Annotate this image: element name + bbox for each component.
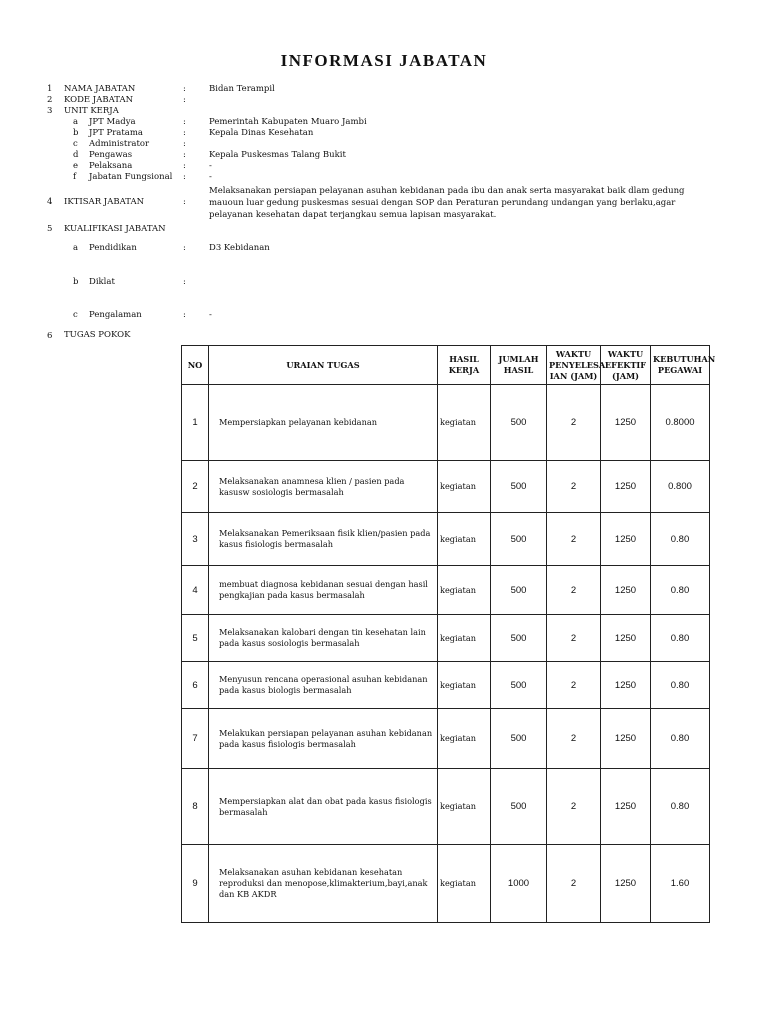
subfield-label-pengalaman: Pengalaman xyxy=(89,310,142,320)
cell-no: 2 xyxy=(182,461,209,513)
field-number: 3 xyxy=(47,106,53,116)
table-row xyxy=(182,709,710,769)
subfield-letter: c xyxy=(73,310,78,320)
cell-waktu-penyelesaian: 2 xyxy=(547,566,601,615)
subfield-value-jpt-pratama: Kepala Dinas Kesehatan xyxy=(209,128,314,138)
cell-uraian: Melakukan persiapan pelayanan asuhan kebidanan pada kasus fisiologis bermasalah xyxy=(209,709,438,769)
header-waktu-penyelesaian: WAKTU PENYELESA IAN (JAM) xyxy=(547,346,601,385)
field-label-kode-jabatan: KODE JABATAN xyxy=(64,95,134,105)
field-label-nama-jabatan: NAMA JABATAN xyxy=(64,84,136,94)
cell-no: 5 xyxy=(182,615,209,662)
table-row xyxy=(182,845,710,923)
header-uraian-tugas: URAIAN TUGAS xyxy=(209,346,438,385)
subfield-label-jabatan-fungsional: Jabatan Fungsional xyxy=(89,172,173,182)
cell-waktu-efektif: 1250 xyxy=(601,461,651,513)
field-label-unit-kerja: UNIT KERJA xyxy=(64,106,119,116)
cell-jumlah-hasil: 500 xyxy=(491,385,547,461)
cell-uraian: Melaksanakan anamnesa klien / pasien pada kasusw sosiologis bermasalah xyxy=(209,461,438,513)
subfield-label-administrator: Administrator xyxy=(89,139,150,149)
cell-kebutuhan-pegawai: 1.60 xyxy=(651,845,710,923)
cell-hasil-kerja: kegiatan xyxy=(438,513,491,566)
cell-hasil-kerja: kegiatan xyxy=(438,662,491,709)
cell-no: 3 xyxy=(182,513,209,566)
field-separator: : xyxy=(183,128,186,138)
subfield-letter: b xyxy=(73,277,79,287)
cell-jumlah-hasil: 500 xyxy=(491,566,547,615)
subfield-label-pengawas: Pengawas xyxy=(89,150,133,160)
table-row xyxy=(182,662,710,709)
cell-no: 8 xyxy=(182,769,209,845)
table-row xyxy=(182,385,710,461)
cell-kebutuhan-pegawai: 0.80 xyxy=(651,662,710,709)
cell-waktu-penyelesaian: 2 xyxy=(547,662,601,709)
cell-waktu-efektif: 1250 xyxy=(601,769,651,845)
cell-waktu-penyelesaian: 2 xyxy=(547,709,601,769)
cell-no: 1 xyxy=(182,385,209,461)
field-separator: : xyxy=(183,243,186,253)
cell-kebutuhan-pegawai: 0.80 xyxy=(651,709,710,769)
table-row xyxy=(182,566,710,615)
cell-jumlah-hasil: 500 xyxy=(491,513,547,566)
subfield-letter: b xyxy=(73,128,79,138)
cell-hasil-kerja: kegiatan xyxy=(438,769,491,845)
subfield-value-pendidikan: D3 Kebidanan xyxy=(209,243,270,253)
subfield-letter: e xyxy=(73,161,79,171)
cell-waktu-efektif: 1250 xyxy=(601,662,651,709)
subfield-letter: f xyxy=(73,172,77,182)
table-row xyxy=(182,461,710,513)
cell-no: 6 xyxy=(182,662,209,709)
field-separator: : xyxy=(183,117,186,127)
field-separator: : xyxy=(183,161,186,171)
subfield-label-pendidikan: Pendidikan xyxy=(89,243,137,253)
subfield-letter: a xyxy=(73,243,79,253)
header-no: NO xyxy=(182,346,209,385)
cell-waktu-efektif: 1250 xyxy=(601,385,651,461)
field-label-kualifikasi-jabatan: KUALIFIKASI JABATAN xyxy=(64,224,166,234)
cell-waktu-penyelesaian: 2 xyxy=(547,845,601,923)
cell-no: 7 xyxy=(182,709,209,769)
field-number: 6 xyxy=(47,331,53,341)
cell-uraian: Menyusun rencana operasional asuhan kebidanan pada kasus biologis bermasalah xyxy=(209,662,438,709)
cell-waktu-penyelesaian: 2 xyxy=(547,513,601,566)
cell-hasil-kerja: kegiatan xyxy=(438,615,491,662)
table-row xyxy=(182,513,710,566)
field-separator: : xyxy=(183,172,186,182)
cell-hasil-kerja: kegiatan xyxy=(438,709,491,769)
header-waktu-efektif: WAKTU EFEKTIF (JAM) xyxy=(601,346,651,385)
cell-kebutuhan-pegawai: 0.80 xyxy=(651,615,710,662)
subfield-label-diklat: Diklat xyxy=(89,277,115,287)
cell-waktu-penyelesaian: 2 xyxy=(547,385,601,461)
page-title: INFORMASI JABATAN xyxy=(280,51,488,70)
cell-uraian: Mempersiapkan pelayanan kebidanan xyxy=(209,385,438,461)
cell-kebutuhan-pegawai: 0.80 xyxy=(651,566,710,615)
field-separator: : xyxy=(183,139,186,149)
header-hasil-kerja: HASIL KERJA xyxy=(438,346,491,385)
subfield-value-pengawas: Kepala Puskesmas Talang Bukit xyxy=(209,150,346,160)
cell-jumlah-hasil: 500 xyxy=(491,769,547,845)
cell-kebutuhan-pegawai: 0.800 xyxy=(651,461,710,513)
subfield-value-pengalaman: - xyxy=(209,310,212,320)
cell-waktu-efektif: 1250 xyxy=(601,709,651,769)
cell-uraian: Melaksanakan Pemeriksaan fisik klien/pasien pada kasus fisiologis bermasalah xyxy=(209,513,438,566)
cell-kebutuhan-pegawai: 0.80 xyxy=(651,769,710,845)
cell-jumlah-hasil: 500 xyxy=(491,461,547,513)
cell-no: 4 xyxy=(182,566,209,615)
cell-hasil-kerja: kegiatan xyxy=(438,385,491,461)
subfield-label-jpt-madya: JPT Madya xyxy=(89,117,136,127)
field-separator: : xyxy=(183,310,186,320)
header-jumlah-hasil: JUMLAH HASIL xyxy=(491,346,547,385)
field-separator: : xyxy=(183,84,186,94)
field-separator: : xyxy=(183,197,186,207)
cell-hasil-kerja: kegiatan xyxy=(438,461,491,513)
cell-jumlah-hasil: 500 xyxy=(491,615,547,662)
table-row xyxy=(182,769,710,845)
cell-hasil-kerja: kegiatan xyxy=(438,845,491,923)
cell-waktu-efektif: 1250 xyxy=(601,566,651,615)
cell-uraian: Melaksanakan kalobari dengan tin kesehatan lain pada kasus sosiologis bermasalah xyxy=(209,615,438,662)
subfield-label-jpt-pratama: JPT Pratama xyxy=(89,128,143,138)
field-label-iktisar-jabatan: IKTISAR JABATAN xyxy=(64,197,145,207)
field-number: 4 xyxy=(47,197,53,207)
field-separator: : xyxy=(183,150,186,160)
iktisar-text: Melaksanakan persiapan pelayanan asuhan kebidanan pada ibu dan anak serta masyarakat baik dlam gedung mauoun luar gedung puskesmas sesuai dengan SOP dan Peraturan perundang undangan yang berlaku,agar pelayanan kesehatan dapat terjangkau semua lapisan masyarakat. xyxy=(209,186,685,220)
tugas-pokok-table xyxy=(181,345,716,923)
cell-kebutuhan-pegawai: 0.80 xyxy=(651,513,710,566)
field-separator: : xyxy=(183,277,186,287)
table-row xyxy=(182,615,710,662)
cell-kebutuhan-pegawai: 0.8000 xyxy=(651,385,710,461)
subfield-letter: d xyxy=(73,150,79,160)
subfield-value-jpt-madya: Pemerintah Kabupaten Muaro Jambi xyxy=(209,117,367,127)
cell-waktu-efektif: 1250 xyxy=(601,615,651,662)
field-separator: : xyxy=(183,95,186,105)
cell-waktu-efektif: 1250 xyxy=(601,513,651,566)
subfield-value-jabatan-fungsional: - xyxy=(209,172,212,182)
field-value-nama-jabatan: Bidan Terampil xyxy=(209,84,275,94)
cell-waktu-penyelesaian: 2 xyxy=(547,615,601,662)
cell-jumlah-hasil: 500 xyxy=(491,662,547,709)
cell-jumlah-hasil: 500 xyxy=(491,709,547,769)
cell-waktu-efektif: 1250 xyxy=(601,845,651,923)
cell-waktu-penyelesaian: 2 xyxy=(547,769,601,845)
cell-hasil-kerja: kegiatan xyxy=(438,566,491,615)
subfield-value-pelaksana: - xyxy=(209,161,212,171)
cell-jumlah-hasil: 1000 xyxy=(491,845,547,923)
subfield-letter: c xyxy=(73,139,78,149)
cell-waktu-penyelesaian: 2 xyxy=(547,461,601,513)
cell-no: 9 xyxy=(182,845,209,923)
field-number: 1 xyxy=(47,84,53,94)
field-number: 2 xyxy=(47,95,53,105)
table-header-row xyxy=(182,346,710,385)
field-label-tugas-pokok: TUGAS POKOK xyxy=(64,330,131,340)
cell-uraian: Mempersiapkan alat dan obat pada kasus fisiologis bermasalah xyxy=(209,769,438,845)
cell-uraian: Melaksanakan asuhan kebidanan kesehatan reproduksi dan menopose,klimakterium,bayi,anak dan KB AKDR xyxy=(209,845,438,923)
subfield-label-pelaksana: Pelaksana xyxy=(89,161,133,171)
header-kebutuhan-pegawai: KEBUTUHAN PEGAWAI xyxy=(651,346,710,385)
field-number: 5 xyxy=(47,224,53,234)
cell-uraian: membuat diagnosa kebidanan sesuai dengan hasil pengkajian pada kasus bermasalah xyxy=(209,566,438,615)
subfield-letter: a xyxy=(73,117,79,127)
